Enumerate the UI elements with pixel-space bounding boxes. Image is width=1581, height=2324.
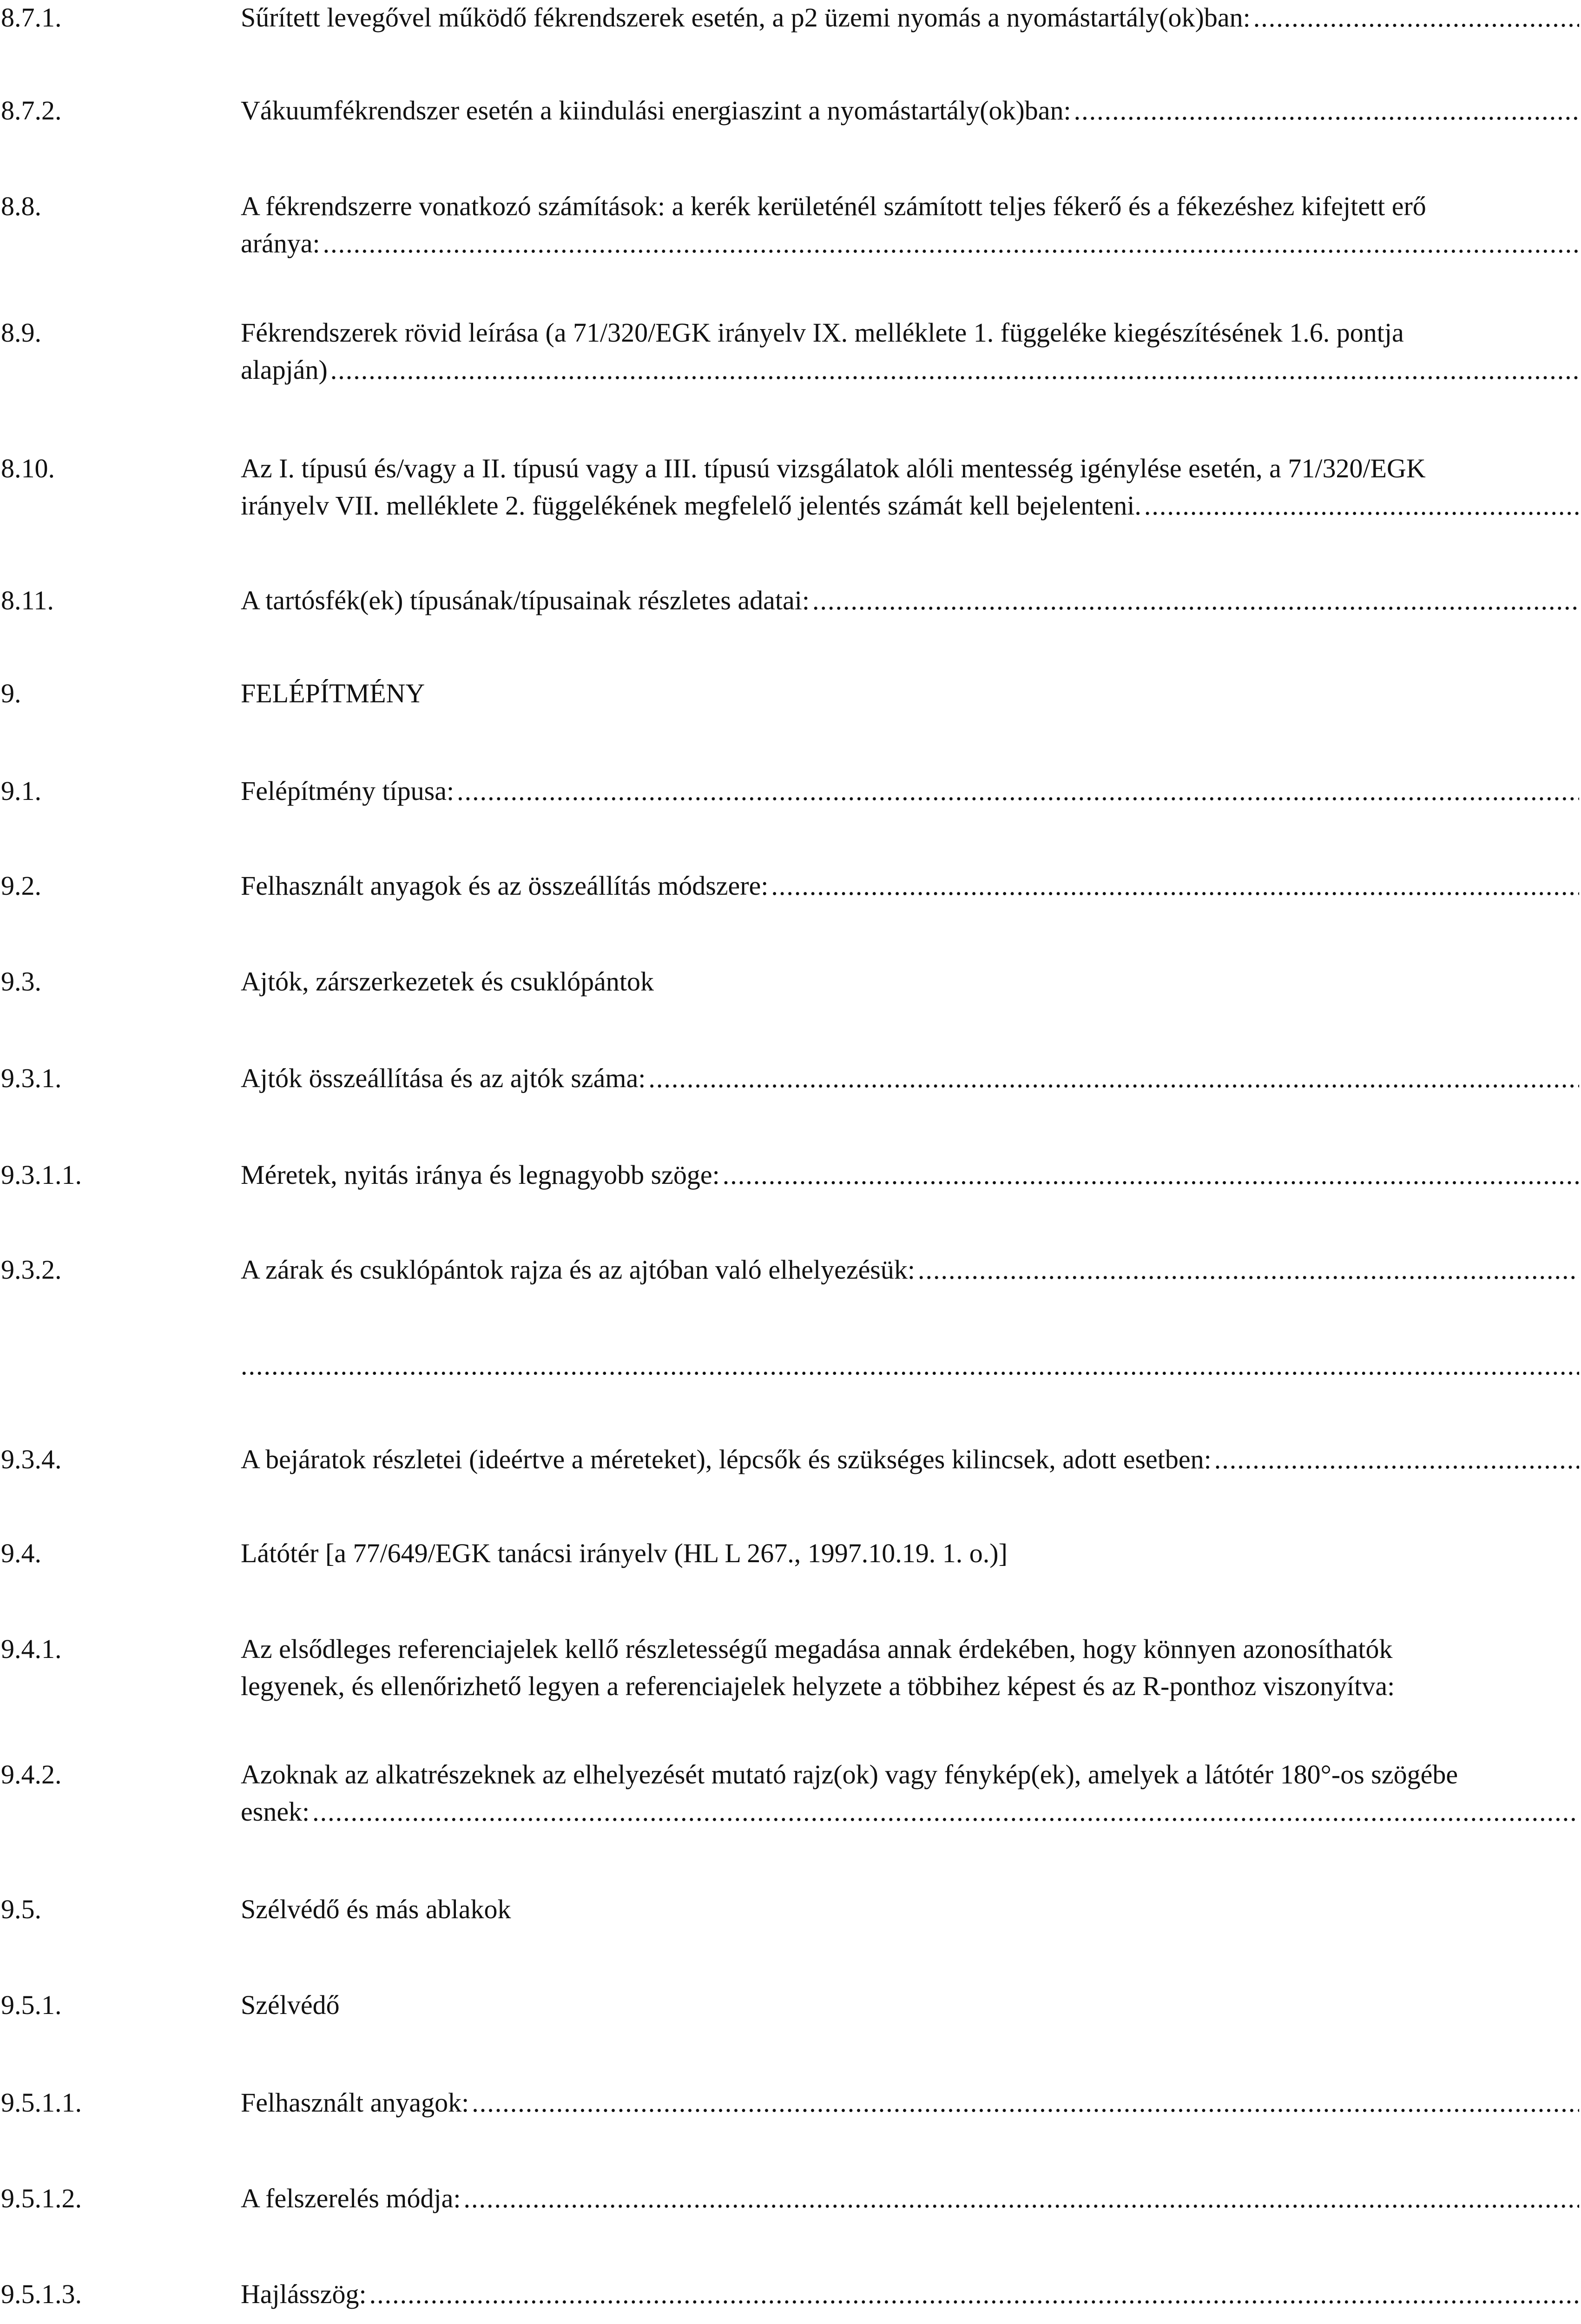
item-label: Hajlásszög: [241, 2279, 367, 2309]
item-label: Szélvédő és más ablakok [241, 1894, 511, 1924]
item-number: 9.4.2. [1, 1759, 62, 1789]
dotted-leader [464, 2180, 1580, 2217]
item-label: A bejáratok részletei (ideértve a méreteket), lépcsők és szükséges kilincsek, adott esetben: [241, 1444, 1212, 1474]
item-number: 9.5.1.3. [1, 2279, 82, 2309]
dotted-leader [472, 2084, 1579, 2121]
item-label-line2: irányelv VII. melléklete 2. függelékének megfelelő jelentés számát kell bejelenteni. [241, 490, 1141, 521]
item-label: Látótér [a 77/649/EGK tanácsi irányelv (HL L 267., 1997.10.19. 1. o.)] [241, 1538, 1008, 1568]
item-label-line1: Fékrendszerek rövid leírása (a 71/320/EGK irányelv IX. melléklete 1. függeléke kiegészítésének 1.6. pontja [241, 317, 1404, 348]
item-number: 9.2. [1, 871, 41, 901]
dotted-leader [771, 867, 1579, 905]
item-label: A felszerelés módja: [241, 2183, 461, 2213]
item-number: 9.4. [1, 1538, 41, 1568]
item-label: Vákuumfékrendszer esetén a kiindulási energiaszint a nyomástartály(ok)ban: [241, 95, 1071, 125]
item-label: Felépítmény típusa: [241, 776, 455, 806]
item-label: Szélvédő [241, 1990, 340, 2020]
item-number: 9. [1, 678, 21, 708]
item-number: 8.7.1. [1, 2, 62, 33]
item-number: 8.11. [1, 585, 54, 615]
item-number: 9.3.2. [1, 1254, 62, 1285]
dotted-leader [812, 582, 1579, 619]
item-number: 8.9. [1, 317, 41, 348]
item-label-line2: esnek: [241, 1796, 310, 1827]
dotted-leader [1074, 92, 1579, 129]
item-number: 9.1. [1, 776, 41, 806]
item-label-line2: legyenek, és ellenőrizhető legyen a referenciajelek helyzete a többihez képest és az R-ponthoz viszonyítva: [241, 1671, 1395, 1701]
item-number: 9.5. [1, 1894, 41, 1924]
item-number: 8.7.2. [1, 95, 62, 125]
item-label-line1: A fékrendszerre vonatkozó számítások: a kerék kerületénél számított teljes fékerő és a fékezéshez kifejtett erő [241, 191, 1426, 221]
dotted-leader [918, 1251, 1579, 1288]
item-label: A zárak és csuklópántok rajza és az ajtóban való elhelyezésük: [241, 1254, 915, 1285]
item-label-line2: alapján) [241, 355, 328, 385]
dotted-leader [241, 1347, 1579, 1384]
item-number: 9.3. [1, 966, 41, 997]
item-number: 9.3.1. [1, 1063, 62, 1093]
dotted-leader [312, 1793, 1579, 1830]
dotted-leader [330, 351, 1579, 389]
dotted-leader [723, 1156, 1579, 1194]
item-label: A tartósfék(ek) típusának/típusainak részletes adatai: [241, 585, 810, 615]
item-label-line1: Az elsődleges referenciajelek kellő részletességű megadása annak érdekében, hogy könnyen azonosíthatók [241, 1634, 1393, 1664]
item-number: 9.4.1. [1, 1634, 62, 1664]
item-number: 9.5.1. [1, 1990, 62, 2020]
item-number: 8.10. [1, 453, 55, 483]
item-number: 9.3.4. [1, 1444, 62, 1474]
item-number: 9.5.1.1. [1, 2087, 82, 2118]
item-label: Ajtók összeállítása és az ajtók száma: [241, 1063, 646, 1093]
item-label: Ajtók, zárszerkezetek és csuklópántok [241, 966, 654, 997]
item-label: Felhasznált anyagok és az összeállítás módszere: [241, 871, 769, 901]
item-label: Méretek, nyitás iránya és legnagyobb szöge: [241, 1160, 720, 1190]
dotted-leader [457, 772, 1579, 810]
item-label-line2: aránya: [241, 228, 320, 258]
item-label: Sűrített levegővel működő fékrendszerek esetén, a p2 üzemi nyomás a nyomástartály(ok)ban: [241, 2, 1251, 33]
item-label-line1: Azoknak az alkatrészeknek az elhelyezését mutató rajz(ok) vagy fénykép(ek), amelyek a látótér 180°-os szögébe [241, 1759, 1458, 1789]
dotted-leader [648, 1060, 1579, 1097]
dotted-leader [1253, 0, 1579, 36]
item-label-line1: Az I. típusú és/vagy a II. típusú vagy a III. típusú vizsgálatok alóli mentesség igénylése esetén, a 71/320/EGK [241, 453, 1426, 483]
item-label: Felhasznált anyagok: [241, 2087, 469, 2118]
section-heading: FELÉPÍTMÉNY [241, 678, 425, 708]
dotted-leader [1214, 1441, 1579, 1478]
dotted-leader [369, 2276, 1579, 2313]
dotted-leader [1144, 487, 1579, 524]
item-number: 9.5.1.2. [1, 2183, 82, 2213]
item-number: 9.3.1.1. [1, 1160, 82, 1190]
item-number: 8.8. [1, 191, 41, 221]
dotted-leader [323, 225, 1579, 262]
